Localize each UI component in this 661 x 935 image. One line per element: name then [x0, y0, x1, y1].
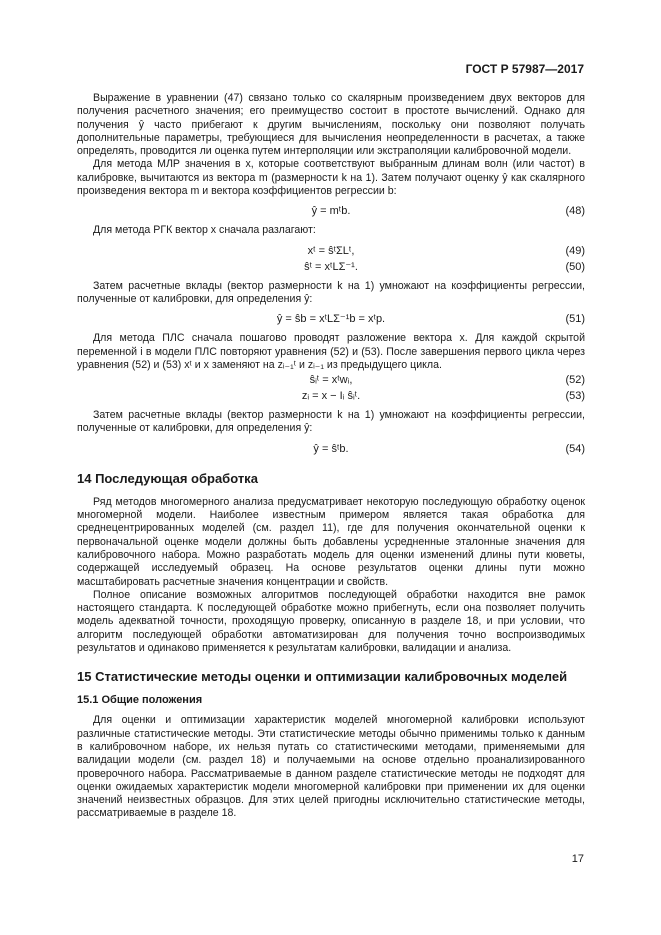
equation-formula: ŷ = mᵗb. — [311, 205, 351, 218]
equation-54 — [77, 441, 585, 457]
page-content — [77, 92, 585, 821]
paragraph: Ряд методов многомерного анализа предусматривает некоторую последующую обработку оценок многомерной модели. Наиболее известным примером является такая обработка для среднецентрированных моделей (см. раздел 11), где для получения окончательной оценки к первоначальной оценке модели должны быть добавлены усредненные эталонные значения для калибровочного набора. Можно разработать модель для оценки изменений длины пути кюветы, содержащей исследуемый образец. На основе результатов оценки длины пути можно масштабировать расчетные значения концентрации и свойств. — [77, 495, 585, 588]
page-number: 17 — [571, 853, 584, 865]
equation-49 — [77, 243, 585, 259]
document-id: ГОСТ Р 57987—2017 — [465, 62, 584, 76]
paragraph: Для метода ПЛС сначала пошагово проводят разложение вектора x. Для каждой скрытой переменной i в модели ПЛС повторяют уравнения (52) и (53). После завершения первого цикла через уравнения (52) и (53) xᵗ и x заменяют на zᵢ₋₁ᵗ и zᵢ₋₁ из предыдущего цикла. — [77, 332, 585, 371]
paragraph: Затем расчетные вклады (вектор размерности k на 1) умножают на коэффициенты регрессии, полученные от калибровки, для определения ŷ: — [77, 409, 585, 435]
equation-50 — [77, 259, 585, 275]
equation-formula: ŝᵢᵗ = xᵗwᵢ, — [309, 374, 353, 387]
section-heading: 15 Статистические методы оценки и оптимизации калибровочных моделей — [77, 669, 568, 685]
equation-number: (50) — [565, 260, 585, 273]
equation-number: (49) — [565, 244, 585, 257]
equation-number: (52) — [565, 374, 585, 387]
equation-formula: xᵗ = ŝᵗΣLᵗ, — [307, 244, 355, 257]
paragraph: Для метода МЛР значения в x, которые соответствуют выбранным длинам волн (или частот) в калибровке, вычитаются из вектора m (размерности k на 1). Затем получают оценку ŷ как скалярного произведения вектора m и вектора коэффициентов регрессии b: — [77, 158, 585, 198]
paragraph: Для оценки и оптимизации характеристик моделей многомерной калибровки используют различные статистические методы. Эти статистические методы обычно применимы только к данным в калибровочном наборе, их нельзя путать со статистическими методами, применяемыми для валидации модели (см. раздел 18) и получаемыми на основе отдельно проанализированного проверочного набора. Рассматриваемые в данном разделе статистические методы не подходят для оценки ожидаемых характеристик модели многомерной калибровки при применении их для оценки значений неизвестных образцов. Для этих целей пригодны исключительно статистические методы, рассматриваемые в разделе 18. — [77, 714, 585, 820]
section-heading: 14 Последующая обработка — [77, 470, 258, 486]
paragraph: Для метода РГК вектор x сначала разлагают: — [93, 224, 316, 237]
equation-formula: zᵢ = x − Iᵢ ŝᵢᵗ. — [301, 390, 361, 403]
paragraph: Затем расчетные вклады (вектор размерности k на 1) умножают на коэффициенты регрессии, полученные от калибровки, для определения ŷ: — [77, 279, 585, 305]
equation-48 — [77, 203, 585, 219]
paragraph: Выражение в уравнении (47) связано только со скалярным произведением двух векторов для получения расчетного значения; его преимущество состоит в простоте вычислений. Однако для получения ŷ часто прибегают к другим вычислениям, поскольку они позволяют получать дополнительные параметры, требующиеся для вычисления неопределенности в расчетах, а также определять, проводится ли оценка путем интерполяции или экстраполяции калибровочной модели. — [77, 92, 585, 158]
equation-number: (48) — [565, 205, 585, 218]
equation-number: (51) — [565, 313, 585, 326]
equation-52 — [77, 372, 585, 388]
equation-number: (53) — [565, 390, 585, 403]
equation-53 — [77, 388, 585, 404]
equation-51 — [77, 311, 585, 327]
paragraph: Полное описание возможных алгоритмов последующей обработки находится вне рамок настоящего стандарта. К последующей обработке можно прибегнуть, если она позволяет получить модель адекватной точности, проходящую проверку, описанную в разделе 18, и при условии, что алгоритм последующей обработки автоматизирован для получения точно воспроизводимых результатов и одинаково применяется к результатам калибровки, валидации и анализа. — [77, 588, 585, 655]
subsection-heading: 15.1 Общие положения — [77, 694, 203, 707]
equation-formula: ŷ = ŝᵗb. — [313, 442, 349, 455]
equation-formula: ŷ = ŝb = xᵗLΣ⁻¹b = xᵗp. — [276, 313, 386, 326]
equation-formula: ŝᵗ = xᵗLΣ⁻¹. — [304, 260, 358, 273]
equation-number: (54) — [565, 442, 585, 455]
